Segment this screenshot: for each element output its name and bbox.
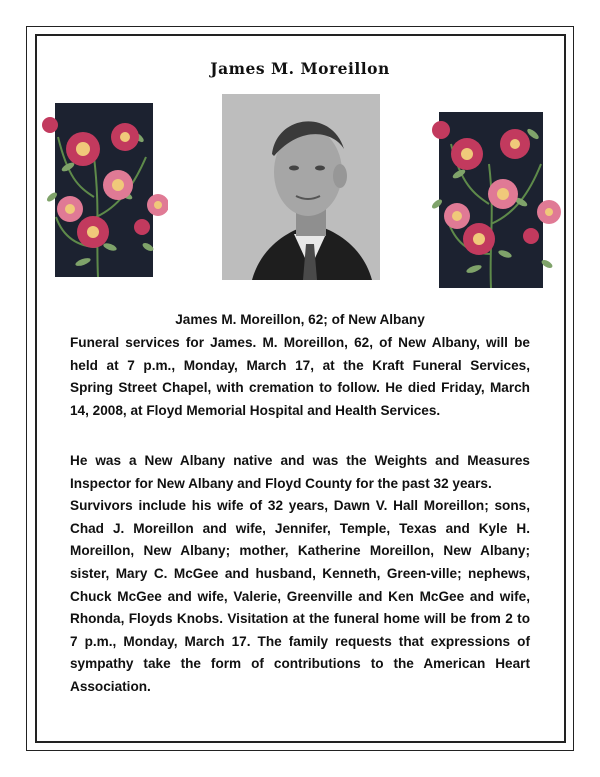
rose-bouquet-icon — [38, 97, 168, 282]
page-title: James M. Moreillon — [210, 59, 390, 78]
paragraph-line: Inspector for New Albany and Floyd County for the past 32 years. — [70, 475, 492, 491]
paragraph-line: 7 p.m., Monday, March 17. The family requests that expressions of — [70, 633, 530, 649]
paragraph-line: sympathy take the form of contributions to the American Heart — [70, 656, 530, 672]
paragraph-line: Survivors include his wife of 32 years, Dawn V. Hall Moreillon; sons, — [70, 498, 530, 514]
paragraph-funeral-services — [70, 332, 530, 422]
paragraph-line: sister, Mary C. McGee and husband, Kenneth, Green-ville; nephews, — [70, 565, 530, 581]
obituary-heading: James M. Moreillon, 62; of New Albany — [175, 312, 425, 327]
portrait-photo — [222, 94, 380, 280]
paragraph-line: 14, 2008, at Floyd Memorial Hospital and Health Services. — [70, 402, 441, 418]
paragraph-line: Chuck McGee and wife, Valerie, Greenville and Ken McGee and wife, — [70, 588, 530, 604]
paragraph-line: held at 7 p.m., Monday, March 17, at the Kraft Funeral Services, — [70, 357, 530, 373]
paragraph-line: Funeral services for James. M. Moreillon, 62, of New Albany, will be — [70, 335, 530, 350]
paragraph-line: Rhonda, Floyds Knobs. Visitation at the funeral home will be from 2 to — [70, 611, 530, 627]
paragraph-biography — [70, 450, 530, 699]
paragraph-line: He was a New Albany native and was the Weights and Measures — [70, 453, 530, 468]
rose-bouquet-icon — [429, 104, 565, 290]
paragraph-line: Association. — [70, 678, 151, 694]
paragraph-line: Spring Street Chapel, with cremation to follow. He died Friday, March — [70, 380, 530, 396]
paragraph-line: Moreillon, New Albany; mother, Katherine Moreillon, New Albany; — [70, 543, 530, 559]
paragraph-line: Chad J. Moreillon and wife, Jennifer, Temple, Texas and Kyle H. — [70, 520, 530, 536]
